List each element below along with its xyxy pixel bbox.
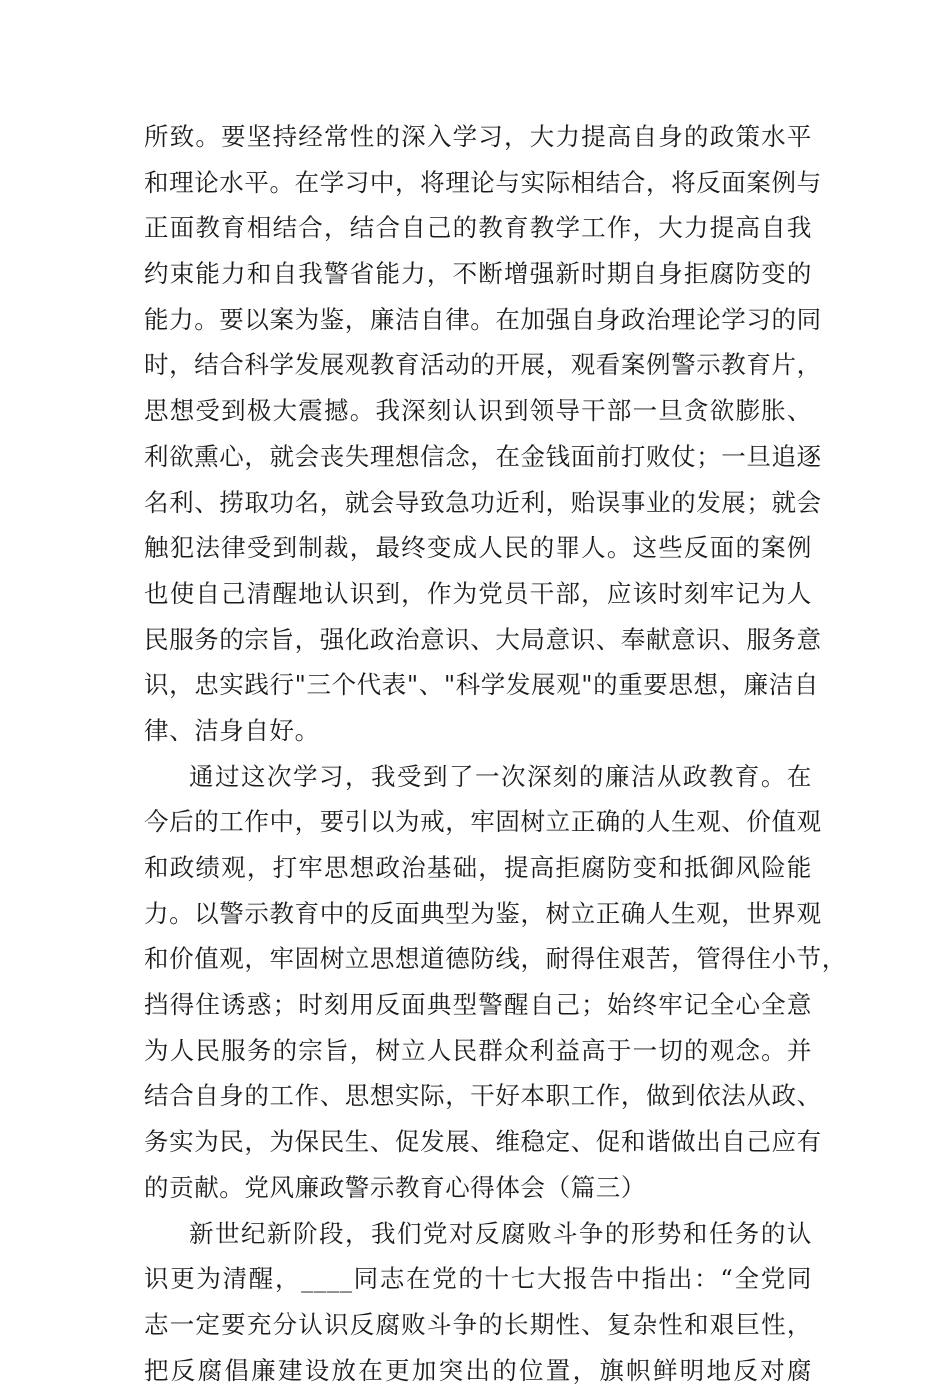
text-line: 力。以警示教育中的反面典型为鉴，树立正确人生观，世界观 <box>144 891 812 937</box>
text-line: 通过这次学习，我受到了一次深刻的廉洁从政教育。在 <box>144 754 812 800</box>
text-line: 结合自身的工作、思想实际，干好本职工作，做到依法从政、 <box>144 1073 812 1119</box>
text-line: 和政绩观，打牢思想政治基础，提高拒腐防变和抵御风险能 <box>144 845 812 891</box>
text-line: 新世纪新阶段，我们党对反腐败斗争的形势和任务的认 <box>144 1211 812 1257</box>
text-line: 律、洁身自好。 <box>144 708 812 754</box>
text-line: 触犯法律受到制裁，最终变成人民的罪人。这些反面的案例 <box>144 525 812 571</box>
text-line: 也使自己清醒地认识到，作为党员干部，应该时刻牢记为人 <box>144 571 812 617</box>
text-line: 所致。要坚持经常性的深入学习，大力提高自身的政策水平 <box>144 114 812 160</box>
paragraph <box>144 754 812 1211</box>
document-body <box>144 114 812 1393</box>
text-line: 志一定要充分认识反腐败斗争的长期性、复杂性和艰巨性， <box>144 1302 812 1348</box>
text-line: 能力。要以案为鉴，廉洁自律。在加强自身政治理论学习的同 <box>144 297 812 343</box>
text-line: 务实为民，为保民生、促发展、维稳定、促和谐做出自己应有 <box>144 1119 812 1165</box>
text-line: 约束能力和自我警省能力，不断增强新时期自身拒腐防变的 <box>144 251 812 297</box>
paragraph <box>144 1211 812 1393</box>
text-line: 识更为清醒，____同志在党的十七大报告中指出：“全党同 <box>144 1256 812 1302</box>
text-line: 民服务的宗旨，强化政治意识、大局意识、奉献意识、服务意 <box>144 617 812 663</box>
text-line: 名利、捞取功名，就会导致急功近利，贻误事业的发展；就会 <box>144 480 812 526</box>
text-line: 思想受到极大震撼。我深刻认识到领导干部一旦贪欲膨胀、 <box>144 388 812 434</box>
text-line: 把反腐倡廉建设放在更加突出的位置，旗帜鲜明地反对腐 <box>144 1348 812 1393</box>
text-line: 利欲熏心，就会丧失理想信念，在金钱面前打败仗；一旦追逐 <box>144 434 812 480</box>
text-line: 和理论水平。在学习中，将理论与实际相结合，将反面案例与 <box>144 160 812 206</box>
text-line: 挡得住诱惑；时刻用反面典型警醒自己；始终牢记全心全意 <box>144 982 812 1028</box>
text-line: 和价值观，牢固树立思想道德防线，耐得住艰苦，管得住小节， <box>144 936 812 982</box>
text-line: 为人民服务的宗旨，树立人民群众利益高于一切的观念。并 <box>144 1028 812 1074</box>
text-line: 时，结合科学发展观教育活动的开展，观看案例警示教育片， <box>144 342 812 388</box>
text-line: 正面教育相结合，结合自己的教育教学工作，大力提高自我 <box>144 205 812 251</box>
text-line: 识，忠实践行"三个代表"、"科学发展观"的重要思想，廉洁自 <box>144 662 812 708</box>
text-line: 的贡献。党风廉政警示教育心得体会（篇三） <box>144 1165 812 1211</box>
paragraph <box>144 114 812 754</box>
text-line: 今后的工作中，要引以为戒，牢固树立正确的人生观、价值观 <box>144 799 812 845</box>
